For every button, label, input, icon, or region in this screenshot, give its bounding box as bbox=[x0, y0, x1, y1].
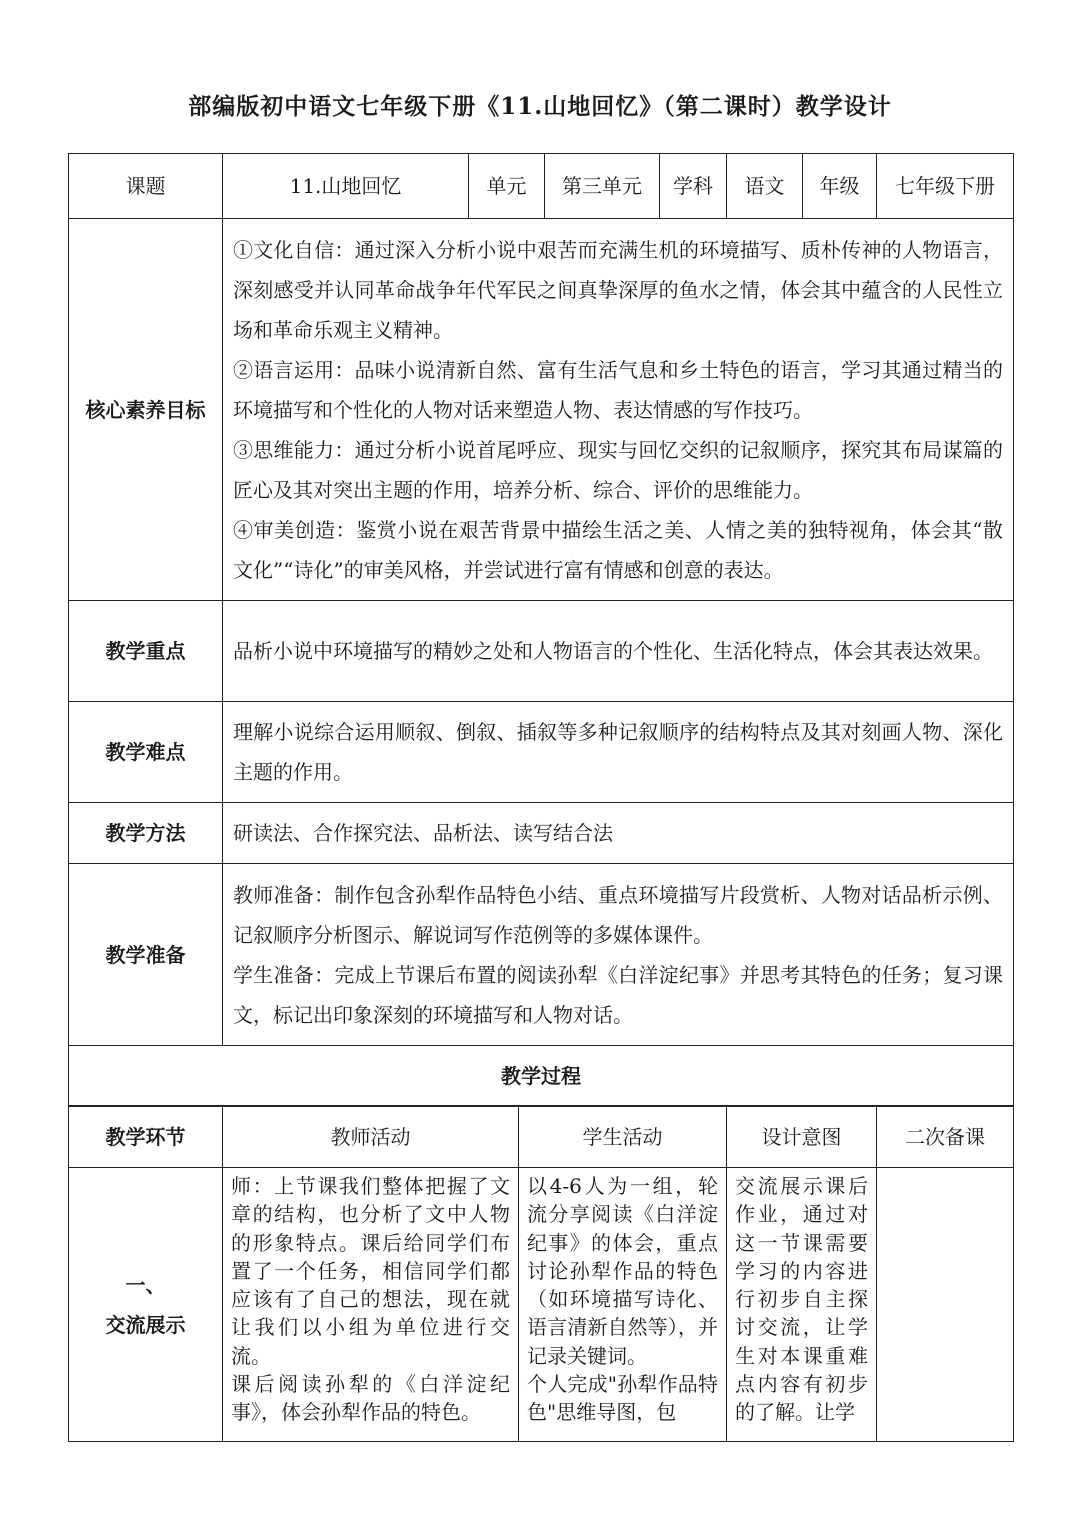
lesson-plan-table bbox=[68, 153, 1014, 1107]
objectives-row bbox=[69, 219, 1014, 601]
stage-number: 一、 bbox=[125, 1272, 166, 1297]
objective-item: ③思维能力：通过分析小说首尾呼应、现实与回忆交织的记叙顺序，探究其布局谋篇的匠心及其对突出主题的作用，培养分析、综合、评价的思维能力。 bbox=[233, 437, 1003, 502]
objective-item: ④审美创造：鉴赏小说在艰苦背景中描绘生活之美、人情之美的独特视角，体会其“散文化”“诗化”的审美风格，并尝试进行富有情感和创意的表达。 bbox=[233, 517, 1003, 582]
objective-item: ②语言运用：品味小说清新自然、富有生活气息和乡土特色的语言，学习其通过精当的环境描写和个性化的人物对话来塑造人物、表达情感的写作技巧。 bbox=[233, 357, 1003, 422]
header-row bbox=[69, 154, 1014, 219]
teacher-activity-text: 课后阅读孙犁的《白洋淀纪事》，体会孙犁作品的特色。 bbox=[231, 1372, 510, 1425]
student-activity-text: 个人完成"孙犁作品特色"思维导图，包 bbox=[527, 1372, 718, 1425]
student-preparation: 学生准备：完成上节课后布置的阅读孙犁《白洋淀纪事》并思考其特色的任务；复习课文，标记出印象深刻的环境描写和人物对话。 bbox=[233, 962, 1003, 1027]
process-columns-row bbox=[69, 1106, 1014, 1168]
column-teacher-activity: 教师活动 bbox=[223, 1106, 519, 1168]
difficulty-row bbox=[69, 702, 1014, 803]
student-activity-text: 以4-6人为一组，轮流分享阅读《白洋淀纪事》的体会，重点讨论孙犁作品的特色（如环境描写诗化、语言清新自然等），并记录关键词。 bbox=[527, 1174, 718, 1368]
column-stage: 教学环节 bbox=[69, 1106, 223, 1168]
second-prep-cell bbox=[877, 1168, 1014, 1442]
process-heading: 教学过程 bbox=[69, 1046, 1014, 1107]
stage-name: 交流展示 bbox=[105, 1312, 186, 1337]
objective-item: ①文化自信：通过深入分析小说中艰苦而充满生机的环境描写、质朴传神的人物语言，深刻感受并认同革命战争年代军民之间真挚深厚的鱼水之情，体会其中蕴含的人民性立场和革命乐观主义精神。 bbox=[233, 237, 1003, 342]
column-student-activity: 学生活动 bbox=[519, 1106, 727, 1168]
preparation-row bbox=[69, 864, 1014, 1046]
key-point-row bbox=[69, 601, 1014, 702]
subject-value: 语文 bbox=[727, 154, 803, 219]
teacher-preparation: 教师准备：制作包含孙犁作品特色小结、重点环境描写片段赏析、人物对话品析示例、记叙顺序分析图示、解说词写作范例等的多媒体课件。 bbox=[233, 882, 1003, 947]
preparation-label: 教学准备 bbox=[69, 864, 223, 1046]
design-intent-cell bbox=[727, 1168, 877, 1442]
page-title: 部编版初中语文七年级下册《11.山地回忆》（第二课时）教学设计 bbox=[188, 93, 892, 120]
method-row bbox=[69, 803, 1014, 864]
teacher-activity-text: 师：上节课我们整体把握了文章的结构，也分析了文中人物的形象特点。课后给同学们布置了一个任务，相信同学们都应该有了自己的想法，现在就让我们以小组为单位进行交流。 bbox=[231, 1174, 510, 1368]
objectives-label: 核心素养目标 bbox=[69, 219, 223, 601]
process-table bbox=[68, 1105, 1014, 1442]
objectives-content bbox=[223, 219, 1014, 601]
difficulty-content: 理解小说综合运用顺叙、倒叙、插叙等多种记叙顺序的结构特点及其对刻画人物、深化主题的作用。 bbox=[223, 702, 1014, 803]
subject-label: 学科 bbox=[660, 154, 727, 219]
method-content: 研读法、合作探究法、品析法、读写结合法 bbox=[223, 803, 1014, 864]
stage-label bbox=[69, 1168, 223, 1442]
column-design-intent: 设计意图 bbox=[727, 1106, 877, 1168]
difficulty-label: 教学难点 bbox=[69, 702, 223, 803]
unit-label: 单元 bbox=[469, 154, 545, 219]
process-heading-row bbox=[69, 1046, 1014, 1107]
topic-value: 11.山地回忆 bbox=[223, 154, 469, 219]
key-point-label: 教学重点 bbox=[69, 601, 223, 702]
unit-value: 第三单元 bbox=[545, 154, 660, 219]
stage-row bbox=[69, 1168, 1014, 1442]
column-second-prep: 二次备课 bbox=[877, 1106, 1014, 1168]
grade-label: 年级 bbox=[803, 154, 877, 219]
key-point-content: 品析小说中环境描写的精妙之处和人物语言的个性化、生活化特点，体会其表达效果。 bbox=[223, 601, 1014, 702]
method-label: 教学方法 bbox=[69, 803, 223, 864]
student-activity-cell bbox=[519, 1168, 727, 1442]
design-intent-text: 交流展示课后作业，通过对这一节课需要学习的内容进行初步自主探讨交流，让学生对本课重难点内容有初步的了解。让学 bbox=[735, 1174, 868, 1425]
topic-label: 课题 bbox=[69, 154, 223, 219]
teacher-activity-cell bbox=[223, 1168, 519, 1442]
grade-value: 七年级下册 bbox=[877, 154, 1014, 219]
preparation-content bbox=[223, 864, 1014, 1046]
